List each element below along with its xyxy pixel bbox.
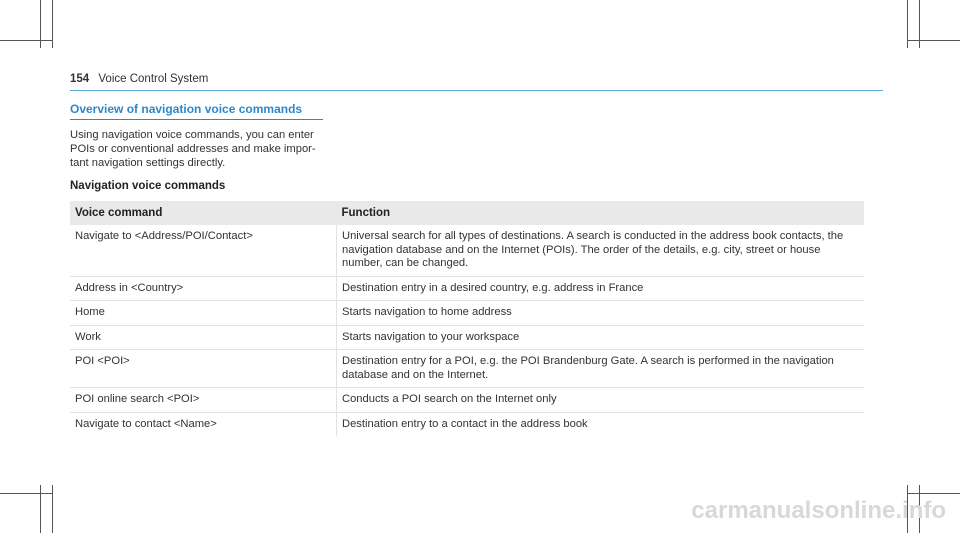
table-row <box>70 388 864 413</box>
table-header-row <box>70 201 864 225</box>
table-row <box>70 350 864 388</box>
page-header <box>70 73 208 85</box>
command-cell: Navigate to contact <Name> <box>75 417 217 430</box>
command-cell: Home <box>70 301 337 326</box>
section-title-underline <box>70 119 323 120</box>
column-header-function: Function <box>337 201 865 225</box>
function-cell: Destination entry in a desired country, e.g. address in France <box>337 276 865 301</box>
function-cell: Starts navigation to your workspace <box>337 325 865 350</box>
function-cell: Destination entry to a contact in the address book <box>337 412 865 436</box>
command-cell: Work <box>70 325 337 350</box>
crop-mark <box>907 493 960 494</box>
function-cell: Starts navigation to home address <box>337 301 865 326</box>
crop-mark <box>0 493 52 494</box>
section-title: Overview of navigation voice commands <box>70 102 303 116</box>
crop-mark <box>52 0 53 48</box>
header-divider <box>70 90 883 91</box>
command-cell: Address in <Country> <box>70 276 337 301</box>
voice-commands-table <box>70 201 864 436</box>
command-cell: POI <POI> <box>70 350 337 388</box>
table-heading: Navigation voice commands <box>70 180 226 192</box>
function-cell: Conducts a POI search on the Internet only <box>337 388 865 413</box>
intro-paragraph: Using navigation voice commands, you can enter POIs or conventional addresses and make impor- tant navigation settings directly. <box>70 129 316 169</box>
page-number: 154 <box>70 73 90 85</box>
watermark: carmanualsonline.info <box>691 497 946 524</box>
function-cell: Destination entry for a POI, e.g. the POI Brandenburg Gate. A search is performed in the navigation database and on the Internet. <box>337 350 865 388</box>
crop-mark <box>0 40 52 41</box>
function-cell: Universal search for all types of destinations. A search is conducted in the address book contacts, the navigation database and on the Internet (POIs). The order of the details, e.g. city, street or house number, can be changed. <box>337 225 865 276</box>
command-cell: Navigate to <Address/POI/Contact> <box>70 225 337 276</box>
table-row <box>70 412 864 436</box>
header-section: Voice Control System <box>98 73 209 85</box>
table-row <box>70 276 864 301</box>
table-row <box>70 225 864 276</box>
column-header-voice-command: Voice command <box>70 201 337 225</box>
crop-mark <box>52 485 53 533</box>
crop-mark <box>919 0 920 48</box>
table-row <box>70 325 864 350</box>
command-cell: POI online search <POI> <box>70 388 337 413</box>
crop-mark <box>907 40 960 41</box>
table-row <box>70 301 864 326</box>
